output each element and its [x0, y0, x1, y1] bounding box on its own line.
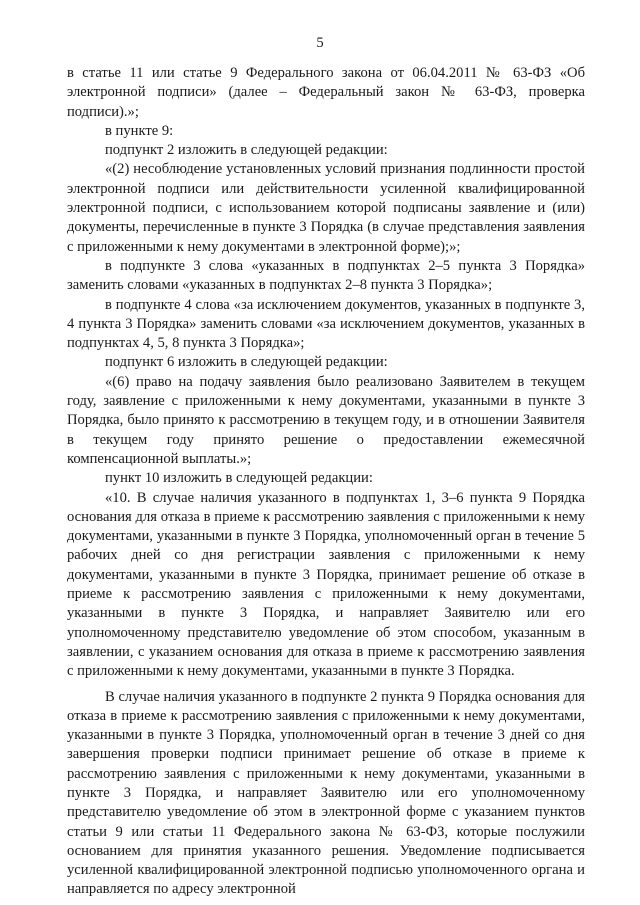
paragraph-clause-9: в пункте 9:: [105, 122, 174, 139]
paragraph-subclause-4-change: в подпункте 4 слова «за исключением документов, указанных в подпункте 3, 4 пункта 3 Порядка» заменить словами «за исключением документов, указанных в подпунктах 4, 5, 8 пункта 3 Порядка»;: [67, 296, 585, 352]
paragraph-clause-10-text: «10. В случае наличия указанного в подпунктах 1, 3–6 пункта 9 Порядка основания для отказа в приеме к рассмотрению заявления с приложенными к нему документами, указанными в пункте 3 Порядка, уполномоченный орган в течение 5 рабочих дней со дня регистрации заявления с приложенными к нему документами, указанными в пункте 3 Порядка, принимает решение об отказе в приеме к рассмотрению заявления с приложенными к нему документами, указанными в пункте 3 Порядка, и направляет Заявителю или его уполномоченному представителю уведомление об этом способом, указанным в заявлении, с указанием основания для отказа в приеме к рассмотрению заявления с приложенными к нему документами, указанными в пункте 3 Порядка.: [67, 489, 585, 680]
paragraph-clause-10-continued: В случае наличия указанного в подпункте 2 пункта 9 Порядка основания для отказа в приеме к рассмотрению заявления с приложенными к нему документами, указанными в пункте 3 Порядка, уполномоченный орган в течение 3 дней со дня завершения проверки подписи принимает решение об отказе в приеме к рассмотрению заявления с приложенными к нему документами, указанными в пункте 3 Порядка, и направляет Заявителю или его уполномоченному представителю уведомление об этом в электронной форме с указанием пунктов статьи 9 или статьи 11 Федерального закона № 63-ФЗ, которые послужили основанием для принятия указанного решения. Уведомление подписывается усиленной квалифицированной электронной подписью уполномоченного органа и направляется по адресу электронной: [67, 688, 585, 898]
paragraph-subclause-6-intro: подпункт 6 изложить в следующей редакции:: [105, 354, 388, 371]
document-body: [67, 64, 585, 900]
paragraph-subclause-6-text: «(6) право на подачу заявления было реализовано Заявителем в текущем году, заявление с приложенными к нему документами, указанными в пункте 3 Порядка, было принято к рассмотрению в текущем году, и в отношении Заявителя в текущем году принято решение о предоставлении ежемесячной компенсационной выплаты.»;: [67, 373, 585, 467]
paragraph-subclause-3-change: в подпункте 3 слова «указанных в подпунктах 2–5 пункта 3 Порядка» заменить словами «указанных в подпунктах 2–8 пункта 3 Порядка»;: [67, 257, 585, 294]
page-number: 5: [316, 35, 324, 51]
paragraph-clause-10-intro: пункт 10 изложить в следующей редакции:: [105, 470, 373, 487]
paragraph-subclause-2-intro: подпункт 2 изложить в следующей редакции:: [105, 142, 388, 159]
paragraph-subclause-2-text: «(2) несоблюдение установленных условий признания подлинности простой электронной подписи или действительности усиленной квалифицированной электронной подписи, с использованием которой подписаны заявление и (или) документы, перечисленные в пункте 3 Порядка (в случае представления заявления с приложенными к нему документами в электронной форме);»;: [67, 161, 585, 255]
paragraph-continuation: в статье 11 или статье 9 Федерального закона от 06.04.2011 № 63-ФЗ «Об электронной подписи» (далее – Федеральный закон № 63-ФЗ, проверка подписи).»;: [67, 65, 585, 120]
